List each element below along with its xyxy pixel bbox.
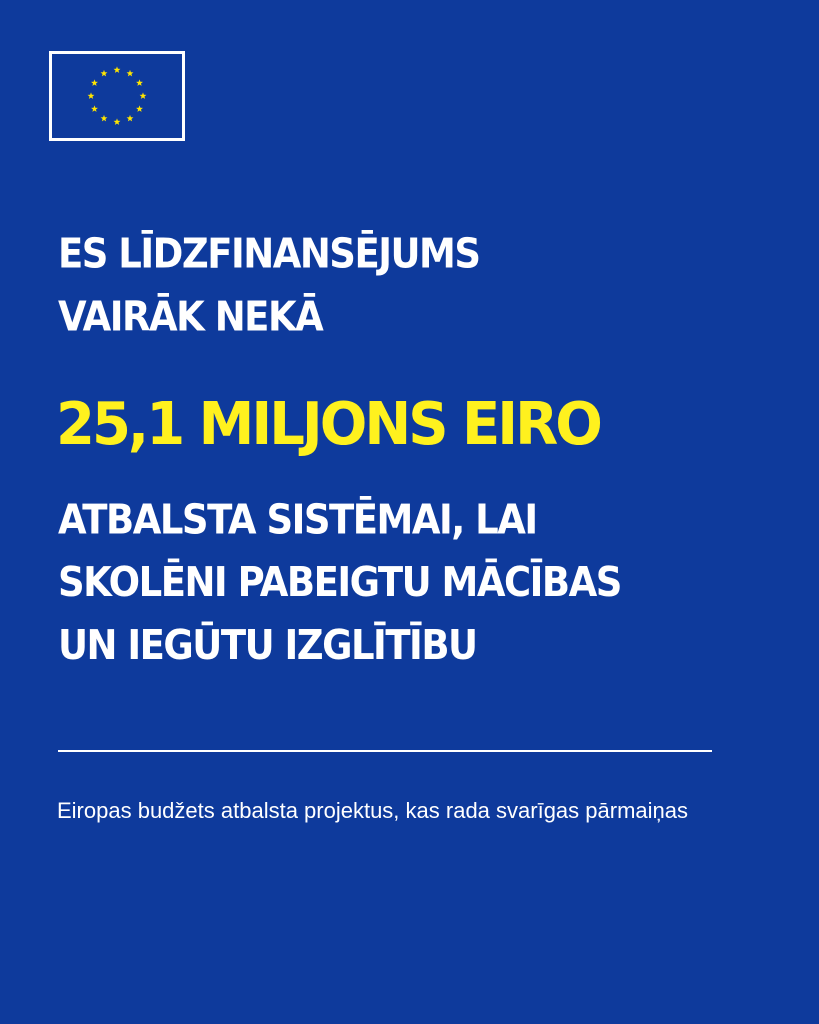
flag-star-icon bbox=[127, 115, 134, 122]
flag-star-icon bbox=[136, 79, 143, 86]
flag-star-icon bbox=[114, 118, 121, 125]
flag-star-icon bbox=[136, 105, 143, 112]
flag-star-icon bbox=[88, 92, 95, 99]
amount-highlight: 25,1 MILJONS EIRO bbox=[56, 390, 600, 459]
divider-line bbox=[58, 750, 712, 752]
headline-bottom bbox=[58, 488, 778, 677]
eu-stars-circle bbox=[52, 54, 182, 138]
flag-star-icon bbox=[101, 70, 108, 77]
flag-star-icon bbox=[127, 70, 134, 77]
flag-star-icon bbox=[101, 115, 108, 122]
flag-star-icon bbox=[140, 92, 147, 99]
headline-line-1: ES LĪDZFINANSĒJUMS bbox=[58, 229, 480, 278]
footer-text: Eiropas budžets atbalsta projektus, kas rada svarīgas pārmaiņas bbox=[57, 798, 688, 823]
headline-line-5: UN IEGŪTU IZGLĪTĪBU bbox=[58, 621, 477, 670]
headline-line-4: SKOLĒNI PABEIGTU MĀCĪBAS bbox=[58, 558, 621, 607]
flag-star-icon bbox=[114, 66, 121, 73]
headline-line-2: VAIRĀK NEKĀ bbox=[58, 292, 323, 341]
headline-line-3: ATBALSTA SISTĒMAI, LAI bbox=[58, 495, 537, 544]
flag-star-icon bbox=[91, 105, 98, 112]
headline-top bbox=[58, 222, 778, 348]
flag-star-icon bbox=[91, 79, 98, 86]
eu-flag-icon bbox=[49, 51, 185, 141]
